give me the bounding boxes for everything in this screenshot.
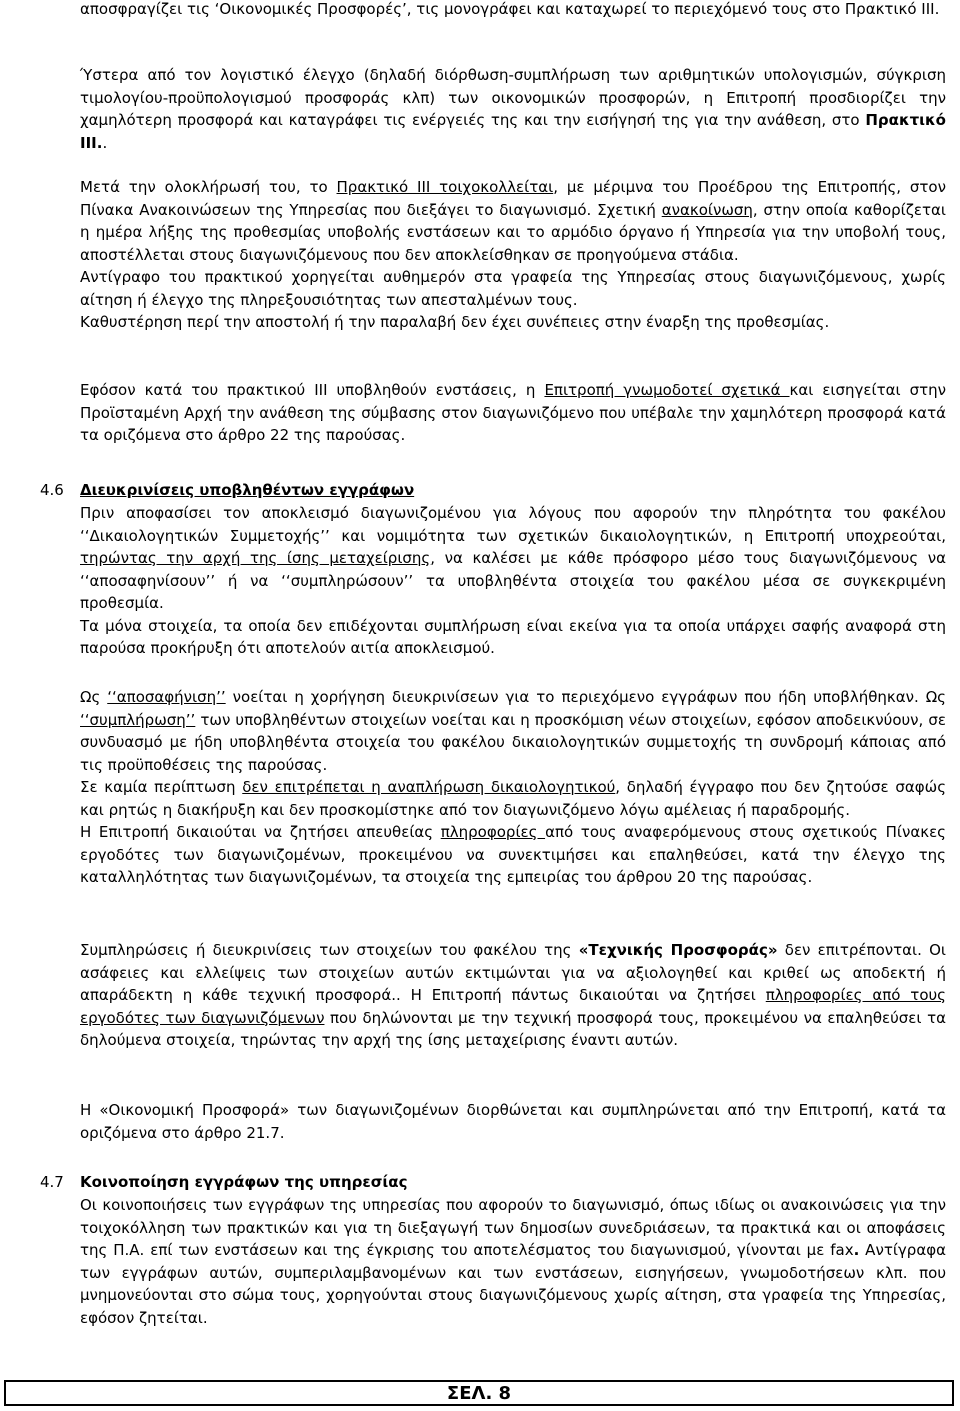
section-4-6-definitions: Ως ‘‘αποσαφήνιση’’ νοείται η χορήγηση διευκρινίσεων για το περιεχόμενο εγγράφων που ήδη υποβλήθηκαν. Ως ‘‘συμπλήρωση’’ των υποβληθέντων στοιχείων νοείται και η προσκόμιση νέων στοιχείων, εφόσον αποδεικνύουν, σε συνδυασμό με ήδη υποβληθέντα στοιχεία του φακέλου δικαιολογητικών συμμετοχής τη συνδρομή κάποιας από τις προϋποθέσεις της παρούσας. Σε καμία περίπτωση δεν επιτρέπεται η αναπλήρωση δικαιολογητικού, δηλαδή έγγραφο που δεν ζητούσε σαφώς και ρητώς η διακήρυξη και δεν προσκομίστηκε από τον διαγωνιζόμενο λόγω αμέλειας ή παραδρομής. Η Επιτροπή δικαιούται να ζητήσει απευθείας πληροφορίες από τους αναφερόμενους στους σχετικούς Πίνακες εργοδότες των διαγωνιζομένων, προκειμένου να συνεκτιμήσει και επαληθεύσει, κατά την έλεγχο της καταλληλότητας των διαγωνιζομένων, τα στοιχεία της εμπειρίας του άρθρου 20 της παρούσας. — [80, 688, 947, 886]
praktiko-iii-ref: Πρακτικό ΙΙΙ. — [80, 111, 946, 152]
section-4-7-body: Οι κοινοποιήσεις των εγγράφων της υπηρεσίας που αφορούν το διαγωνισμό, όπως ιδίως οι ανακοινώσεις για την τοιχοκόλληση των πρακτικών και για τη διεξαγωγή των δημοσίων συνεδριάσεων, τα πρακτικά και οι αποφάσεις της Π.Α. επί των ενστάσεων και της έγκρισης του αποτελέσματος του διαγωνισμού, γίνονται με fax. Αντίγραφα των εγγράφων αυτών, συμπεριλαμβανομένων και των ενστάσεων, εισηγήσεων, γνωμοδοτήσεων κλπ. που μνημονεύονται στο σώμα τους, χορηγούνται στους διαγωνιζόμενους χωρίς αίτηση, στα γραφεία της Υπηρεσίας, εφόσον ζητείται. — [80, 1196, 946, 1327]
paragraph-copy: Αντίγραφο του πρακτικού χορηγείται αυθημερόν στα γραφεία της Υπηρεσίας στους διαγωνιζόμενους, χωρίς αίτηση ή έλεγχο της πληρεξουσιότητας των απεσταλμένων τους. — [80, 268, 946, 309]
paragraph-posting: Μετά την ολοκλήρωσή του, το Πρακτικό ΙΙΙ τοιχοκολλείται, με μέριμνα του Προέδρου της Επιτροπής, στον Πίνακα Ανακοινώσεων της Υπηρεσίας που διεξάγει το διαγωνισμό. Σχετική ανακοίνωση, στην οποία καθορίζεται η ημέρα λήξης της προθεσμίας υποβολής ενστάσεων και το αρμόδιο όργανο ή Υπηρεσία για την υποβολή τους, αποστέλλεται στους διαγωνιζόμενους που δεν αποκλείσθηκαν σε προηγούμενα στάδια. Αντίγραφο του πρακτικού χορηγείται αυθημερόν στα γραφεία της Υπηρεσίας στους διαγωνιζόμενους, χωρίς αίτηση ή έλεγχο της πληρεξουσιότητας των απεσταλμένων τους. Καθυστέρηση περί την αποστολή ή την παραλαβή δεν έχει συνέπειες στην έναρξη της προθεσμίας. — [80, 176, 946, 334]
paragraph-opening-offers: αποσφραγίζει τις ‘Οικονομικές Προσφορές’, τις μονογράφει και καταχωρεί το περιεχόμενό τους στο Πρακτικό ΙΙΙ. — [80, 0, 940, 18]
section-4-6-technical-offer: Συμπληρώσεις ή διευκρινίσεις των στοιχείων του φακέλου της «Τεχνικής Προσφοράς» δεν επιτρέπονται. Οι ασάφειες και ελλείψεις των στοιχείων αυτών εκτιμώνται για να αξιολογηθεί και κριθεί ως αποδεκτή ή απαράδεκτη η κάθε τεχνική προσφορά.. Η Επιτροπή πάντως δικαιούται να ζητήσει πληροφορίες από τους εργοδότες των διαγωνιζόμενων που δηλώνονται με την τεχνική προσφορά τους, προκειμένου να επαληθεύσει τα δηλούμενα στοιχεία, τηρώντας την αρχή της ίσης μεταχείρισης έναντι αυτών. — [80, 941, 946, 1049]
section-4-6-body: Πριν αποφασίσει τον αποκλεισμό διαγωνιζομένου για λόγους που αφορούν την πληρότητα του φακέλου ‘‘Δικαιολογητικών Συμμετοχής’’ και νομιμότητα των σχετικών δικαιολογητικών, η Επιτροπή υποχρεούται, τηρώντας την αρχή της ίσης μεταχείρισης, να καλέσει με κάθε πρόσφορο μέσο τους διαγωνιζόμενους να ‘‘αποσαφηνίσουν’’ ή να ‘‘συμπληρώσουν’’ τα υποβληθέντα στοιχεία του φακέλου μέσα σε συγκεκριμένη προθεσμία. Τα μόνα στοιχεία, τα οποία δεν επιδέχονται συμπλήρωση είναι εκείνα για τα οποία υπάρχει σαφής αναφορά στη παρούσα προκήρυξη ότι αποτελούν αιτία αποκλεισμού. — [80, 504, 946, 657]
paragraph-accounting-check: Ύστερα από τον λογιστικό έλεγχο (δηλαδή διόρθωση-συμπλήρωση των αριθμητικών υπολογισμών, σύγκριση τιμολογίου-προϋπολογισμού προσφοράς κλπ) των οικονομικών προσφορών, η Επιτροπή προσδιορίζει την χαμηλότερη προσφορά και καταγράφει τις ενέργειές της και την εισήγησή της για την ανάθεση, στο Πρακτικό ΙΙΙ.. — [80, 66, 946, 152]
section-number: 4.6 — [40, 481, 64, 499]
section-4-6-financial-offer: Η «Οικονομική Προσφορά» των διαγωνιζομένων διορθώνεται και συμπληρώνεται από την Επιτροπή, κατά τα οριζόμενα στο άρθρο 21.7. — [80, 1101, 946, 1142]
section-title: Διευκρινίσεις υποβληθέντων εγγράφων — [80, 481, 415, 499]
page-number: ΣΕΛ. 8 — [446, 1383, 512, 1404]
page-footer — [4, 1380, 954, 1406]
section-number: 4.7 — [40, 1173, 64, 1191]
paragraph-delay: Καθυστέρηση περί την αποστολή ή την παραλαβή δεν έχει συνέπειες στην έναρξη της προθεσμίας. — [80, 313, 830, 331]
paragraph-objections: Εφόσον κατά του πρακτικού ΙΙΙ υποβληθούν ενστάσεις, η Επιτροπή γνωμοδοτεί σχετικά και εισηγείται στην Προϊσταμένη Αρχή την ανάθεση της σύμβασης στον διαγωνιζόμενο που υπέβαλε την χαμηλότερη προσφορά κατά τα οριζόμενα στο άρθρο 22 της παρούσας. — [80, 381, 946, 444]
section-title: Κοινοποίηση εγγράφων της υπηρεσίας — [80, 1173, 408, 1191]
